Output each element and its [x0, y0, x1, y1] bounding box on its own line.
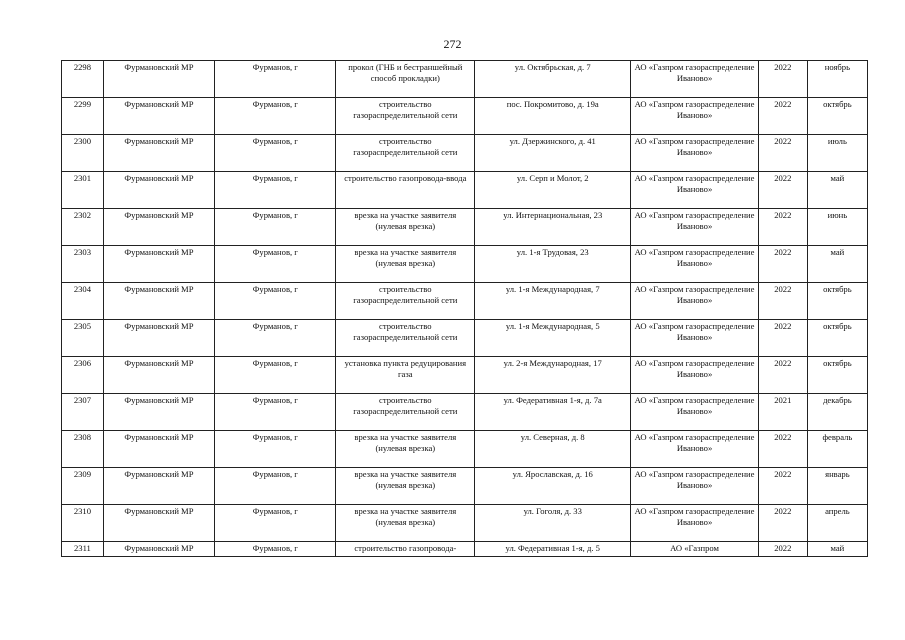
organization-cell: АО «Газпром газораспределение Иваново» [631, 283, 759, 320]
town-cell: Фурманов, г [215, 135, 336, 172]
district-cell: Фурмановский МР [103, 209, 214, 246]
district-cell: Фурмановский МР [103, 394, 214, 431]
work-type-cell: прокол (ГНБ и бестраншейный способ прокладки) [336, 61, 475, 98]
organization-cell: АО «Газпром газораспределение Иваново» [631, 357, 759, 394]
month-cell: январь [807, 468, 867, 505]
table-row [62, 135, 868, 172]
row-number-cell: 2309 [62, 468, 104, 505]
month-cell: декабрь [807, 394, 867, 431]
district-cell: Фурмановский МР [103, 357, 214, 394]
row-number-cell: 2305 [62, 320, 104, 357]
address-cell: ул. 1-я Международная, 7 [475, 283, 631, 320]
organization-cell: АО «Газпром газораспределение Иваново» [631, 505, 759, 542]
address-cell: ул. Октябрьская, д. 7 [475, 61, 631, 98]
year-cell: 2022 [758, 505, 807, 542]
town-cell: Фурманов, г [215, 542, 336, 557]
table-row [62, 209, 868, 246]
organization-cell: АО «Газпром газораспределение Иваново» [631, 209, 759, 246]
year-cell: 2022 [758, 61, 807, 98]
address-cell: ул. Федеративная 1-я, д. 7а [475, 394, 631, 431]
organization-cell: АО «Газпром газораспределение Иваново» [631, 468, 759, 505]
year-cell: 2022 [758, 135, 807, 172]
district-cell: Фурмановский МР [103, 542, 214, 557]
table-row [62, 61, 868, 98]
row-number-cell: 2298 [62, 61, 104, 98]
year-cell: 2022 [758, 172, 807, 209]
town-cell: Фурманов, г [215, 394, 336, 431]
page-number: 272 [443, 37, 462, 51]
district-cell: Фурмановский МР [103, 61, 214, 98]
district-cell: Фурмановский МР [103, 320, 214, 357]
work-type-cell: врезка на участке заявителя (нулевая врезка) [336, 246, 475, 283]
table-row [62, 394, 868, 431]
gasification-table [61, 60, 868, 557]
district-cell: Фурмановский МР [103, 98, 214, 135]
table-row [62, 172, 868, 209]
town-cell: Фурманов, г [215, 357, 336, 394]
address-cell: пос. Покромитово, д. 19а [475, 98, 631, 135]
organization-cell: АО «Газпром газораспределение Иваново» [631, 394, 759, 431]
table-row [62, 505, 868, 542]
work-type-cell: врезка на участке заявителя (нулевая врезка) [336, 468, 475, 505]
work-type-cell: строительство газопровода-ввода [336, 172, 475, 209]
year-cell: 2022 [758, 357, 807, 394]
month-cell: май [807, 172, 867, 209]
year-cell: 2022 [758, 283, 807, 320]
district-cell: Фурмановский МР [103, 172, 214, 209]
organization-cell: АО «Газпром [631, 542, 759, 557]
town-cell: Фурманов, г [215, 468, 336, 505]
row-number-cell: 2303 [62, 246, 104, 283]
address-cell: ул. Интернациональная, 23 [475, 209, 631, 246]
year-cell: 2022 [758, 320, 807, 357]
row-number-cell: 2299 [62, 98, 104, 135]
organization-cell: АО «Газпром газораспределение Иваново» [631, 98, 759, 135]
month-cell: октябрь [807, 357, 867, 394]
organization-cell: АО «Газпром газораспределение Иваново» [631, 246, 759, 283]
address-cell: ул. Федеративная 1-я, д. 5 [475, 542, 631, 557]
work-type-cell: строительство газораспределительной сети [336, 320, 475, 357]
month-cell: май [807, 542, 867, 557]
row-number-cell: 2304 [62, 283, 104, 320]
work-type-cell: строительство газораспределительной сети [336, 98, 475, 135]
organization-cell: АО «Газпром газораспределение Иваново» [631, 61, 759, 98]
address-cell: ул. Северная, д. 8 [475, 431, 631, 468]
district-cell: Фурмановский МР [103, 505, 214, 542]
row-number-cell: 2301 [62, 172, 104, 209]
town-cell: Фурманов, г [215, 320, 336, 357]
work-type-cell: строительство газопровода- [336, 542, 475, 557]
organization-cell: АО «Газпром газораспределение Иваново» [631, 431, 759, 468]
address-cell: ул. Ярославская, д. 16 [475, 468, 631, 505]
organization-cell: АО «Газпром газораспределение Иваново» [631, 320, 759, 357]
town-cell: Фурманов, г [215, 172, 336, 209]
address-cell: ул. 1-я Международная, 5 [475, 320, 631, 357]
district-cell: Фурмановский МР [103, 431, 214, 468]
row-number-cell: 2300 [62, 135, 104, 172]
town-cell: Фурманов, г [215, 283, 336, 320]
address-cell: ул. Гоголя, д. 33 [475, 505, 631, 542]
year-cell: 2022 [758, 542, 807, 557]
table-row [62, 283, 868, 320]
table-row [62, 320, 868, 357]
table-body [62, 61, 868, 557]
district-cell: Фурмановский МР [103, 283, 214, 320]
organization-cell: АО «Газпром газораспределение Иваново» [631, 135, 759, 172]
town-cell: Фурманов, г [215, 431, 336, 468]
table-row [62, 542, 868, 557]
row-number-cell: 2306 [62, 357, 104, 394]
work-type-cell: строительство газораспределительной сети [336, 283, 475, 320]
district-cell: Фурмановский МР [103, 246, 214, 283]
table-row [62, 98, 868, 135]
year-cell: 2022 [758, 468, 807, 505]
work-type-cell: установка пункта редуцирования газа [336, 357, 475, 394]
town-cell: Фурманов, г [215, 246, 336, 283]
row-number-cell: 2310 [62, 505, 104, 542]
town-cell: Фурманов, г [215, 209, 336, 246]
year-cell: 2022 [758, 209, 807, 246]
month-cell: июль [807, 135, 867, 172]
work-type-cell: строительство газораспределительной сети [336, 135, 475, 172]
month-cell: апрель [807, 505, 867, 542]
district-cell: Фурмановский МР [103, 135, 214, 172]
year-cell: 2022 [758, 98, 807, 135]
work-type-cell: врезка на участке заявителя (нулевая врезка) [336, 505, 475, 542]
month-cell: ноябрь [807, 61, 867, 98]
address-cell: ул. 2-я Международная, 17 [475, 357, 631, 394]
year-cell: 2022 [758, 246, 807, 283]
month-cell: октябрь [807, 283, 867, 320]
table-row [62, 357, 868, 394]
month-cell: июнь [807, 209, 867, 246]
work-type-cell: строительство газораспределительной сети [336, 394, 475, 431]
address-cell: ул. 1-я Трудовая, 23 [475, 246, 631, 283]
month-cell: май [807, 246, 867, 283]
row-number-cell: 2311 [62, 542, 104, 557]
organization-cell: АО «Газпром газораспределение Иваново» [631, 172, 759, 209]
town-cell: Фурманов, г [215, 505, 336, 542]
town-cell: Фурманов, г [215, 98, 336, 135]
address-cell: ул. Дзержинского, д. 41 [475, 135, 631, 172]
work-type-cell: врезка на участке заявителя (нулевая врезка) [336, 431, 475, 468]
row-number-cell: 2308 [62, 431, 104, 468]
table-row [62, 431, 868, 468]
month-cell: февраль [807, 431, 867, 468]
district-cell: Фурмановский МР [103, 468, 214, 505]
table-row [62, 246, 868, 283]
year-cell: 2022 [758, 431, 807, 468]
work-type-cell: врезка на участке заявителя (нулевая врезка) [336, 209, 475, 246]
month-cell: октябрь [807, 98, 867, 135]
town-cell: Фурманов, г [215, 61, 336, 98]
row-number-cell: 2307 [62, 394, 104, 431]
row-number-cell: 2302 [62, 209, 104, 246]
year-cell: 2021 [758, 394, 807, 431]
table-row [62, 468, 868, 505]
address-cell: ул. Серп и Молот, 2 [475, 172, 631, 209]
month-cell: октябрь [807, 320, 867, 357]
